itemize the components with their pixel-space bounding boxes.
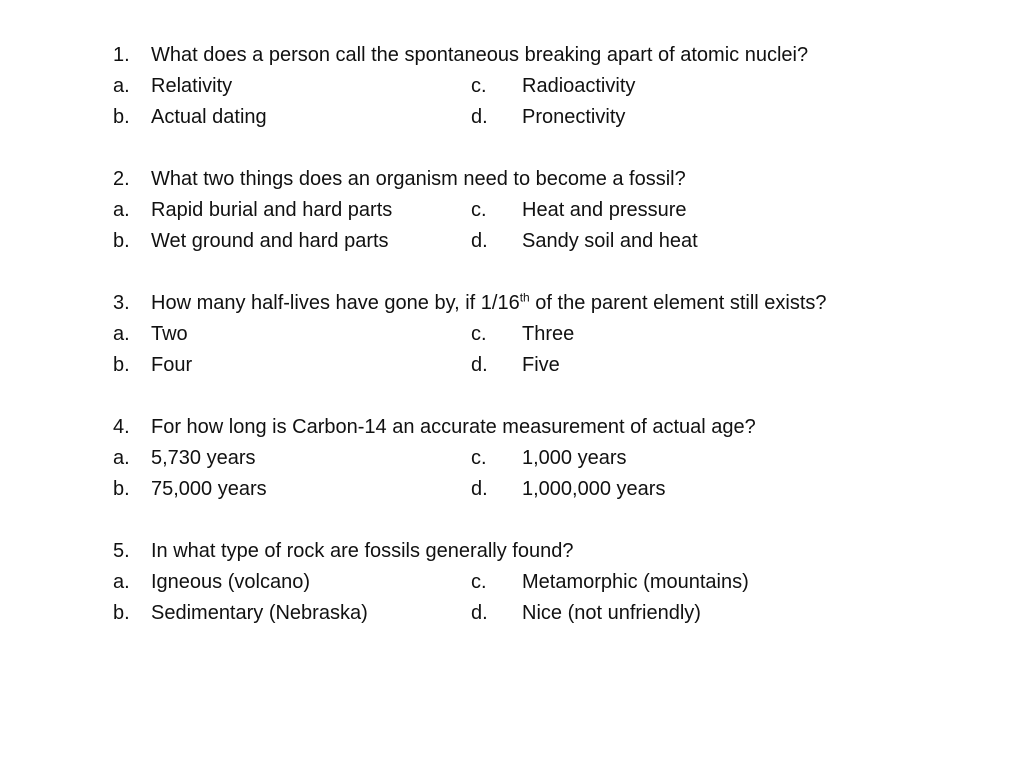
ordinal-superscript: th <box>519 290 530 305</box>
option-d-text: Pronectivity <box>522 106 626 128</box>
option-d-letter: d. <box>471 602 488 624</box>
option-d-text: Nice (not unfriendly) <box>522 602 701 624</box>
question-number: 1. <box>113 44 130 66</box>
options-row-1 <box>113 567 993 598</box>
option-a-text: Two <box>151 323 188 345</box>
option-b-text: Four <box>151 354 193 376</box>
question-line <box>113 412 993 443</box>
option-b-letter: b. <box>113 478 130 500</box>
option-c-text: Heat and pressure <box>522 199 687 221</box>
option-b-text: Sedimentary (Nebraska) <box>151 602 368 624</box>
question-text-before: How many half-lives have gone by, if 1/16 <box>151 292 520 314</box>
option-d-text: Five <box>522 354 560 376</box>
quiz-list <box>113 40 993 660</box>
option-d-text: Sandy soil and heat <box>522 230 698 252</box>
option-a-text: Relativity <box>151 75 233 97</box>
option-a-letter: a. <box>113 571 130 593</box>
option-c-letter: c. <box>471 199 487 221</box>
options-row-2 <box>113 350 993 381</box>
option-a-text: Igneous (volcano) <box>151 571 310 593</box>
option-b-letter: b. <box>113 602 130 624</box>
option-c-letter: c. <box>471 447 487 469</box>
option-c-text: Metamorphic (mountains) <box>522 571 749 593</box>
option-a-letter: a. <box>113 447 130 469</box>
option-c-letter: c. <box>471 75 487 97</box>
option-c-text: 1,000 years <box>522 447 627 469</box>
option-d-letter: d. <box>471 230 488 252</box>
option-c-letter: c. <box>471 571 487 593</box>
options-row-1 <box>113 195 993 226</box>
option-b-text: 75,000 years <box>151 478 267 500</box>
option-d-text: 1,000,000 years <box>522 478 666 500</box>
option-d-letter: d. <box>471 478 488 500</box>
question-line <box>113 288 993 319</box>
option-a-text: 5,730 years <box>151 447 256 469</box>
question-number: 2. <box>113 168 130 190</box>
question-line <box>113 536 993 567</box>
question-text: What two things does an organism need to become a fossil? <box>151 168 686 190</box>
question-4 <box>113 412 993 505</box>
question-number: 5. <box>113 540 130 562</box>
option-d-letter: d. <box>471 354 488 376</box>
question-number: 4. <box>113 416 130 438</box>
question-5 <box>113 536 993 629</box>
option-b-text: Wet ground and hard parts <box>151 230 389 252</box>
question-line <box>113 40 993 71</box>
option-d-letter: d. <box>471 106 488 128</box>
question-text: In what type of rock are fossils generally found? <box>151 540 574 562</box>
options-row-1 <box>113 71 993 102</box>
option-b-text: Actual dating <box>151 106 267 128</box>
option-b-letter: b. <box>113 230 130 252</box>
question-line <box>113 164 993 195</box>
question-1 <box>113 40 993 133</box>
question-text <box>151 288 827 319</box>
question-number: 3. <box>113 292 130 314</box>
options-row-2 <box>113 102 993 133</box>
question-text: What does a person call the spontaneous breaking apart of atomic nuclei? <box>151 44 809 66</box>
options-row-2 <box>113 598 993 629</box>
options-row-1 <box>113 319 993 350</box>
option-a-letter: a. <box>113 199 130 221</box>
question-2 <box>113 164 993 257</box>
options-row-1 <box>113 443 993 474</box>
option-a-letter: a. <box>113 75 130 97</box>
option-a-text: Rapid burial and hard parts <box>151 199 393 221</box>
options-row-2 <box>113 226 993 257</box>
question-text: For how long is Carbon-14 an accurate measurement of actual age? <box>151 416 756 438</box>
option-c-text: Radioactivity <box>522 75 636 97</box>
question-text-after: of the parent element still exists? <box>529 292 827 314</box>
option-a-letter: a. <box>113 323 130 345</box>
options-row-2 <box>113 474 993 505</box>
option-b-letter: b. <box>113 106 130 128</box>
option-b-letter: b. <box>113 354 130 376</box>
question-3 <box>113 288 993 381</box>
option-c-letter: c. <box>471 323 487 345</box>
option-c-text: Three <box>522 323 575 345</box>
